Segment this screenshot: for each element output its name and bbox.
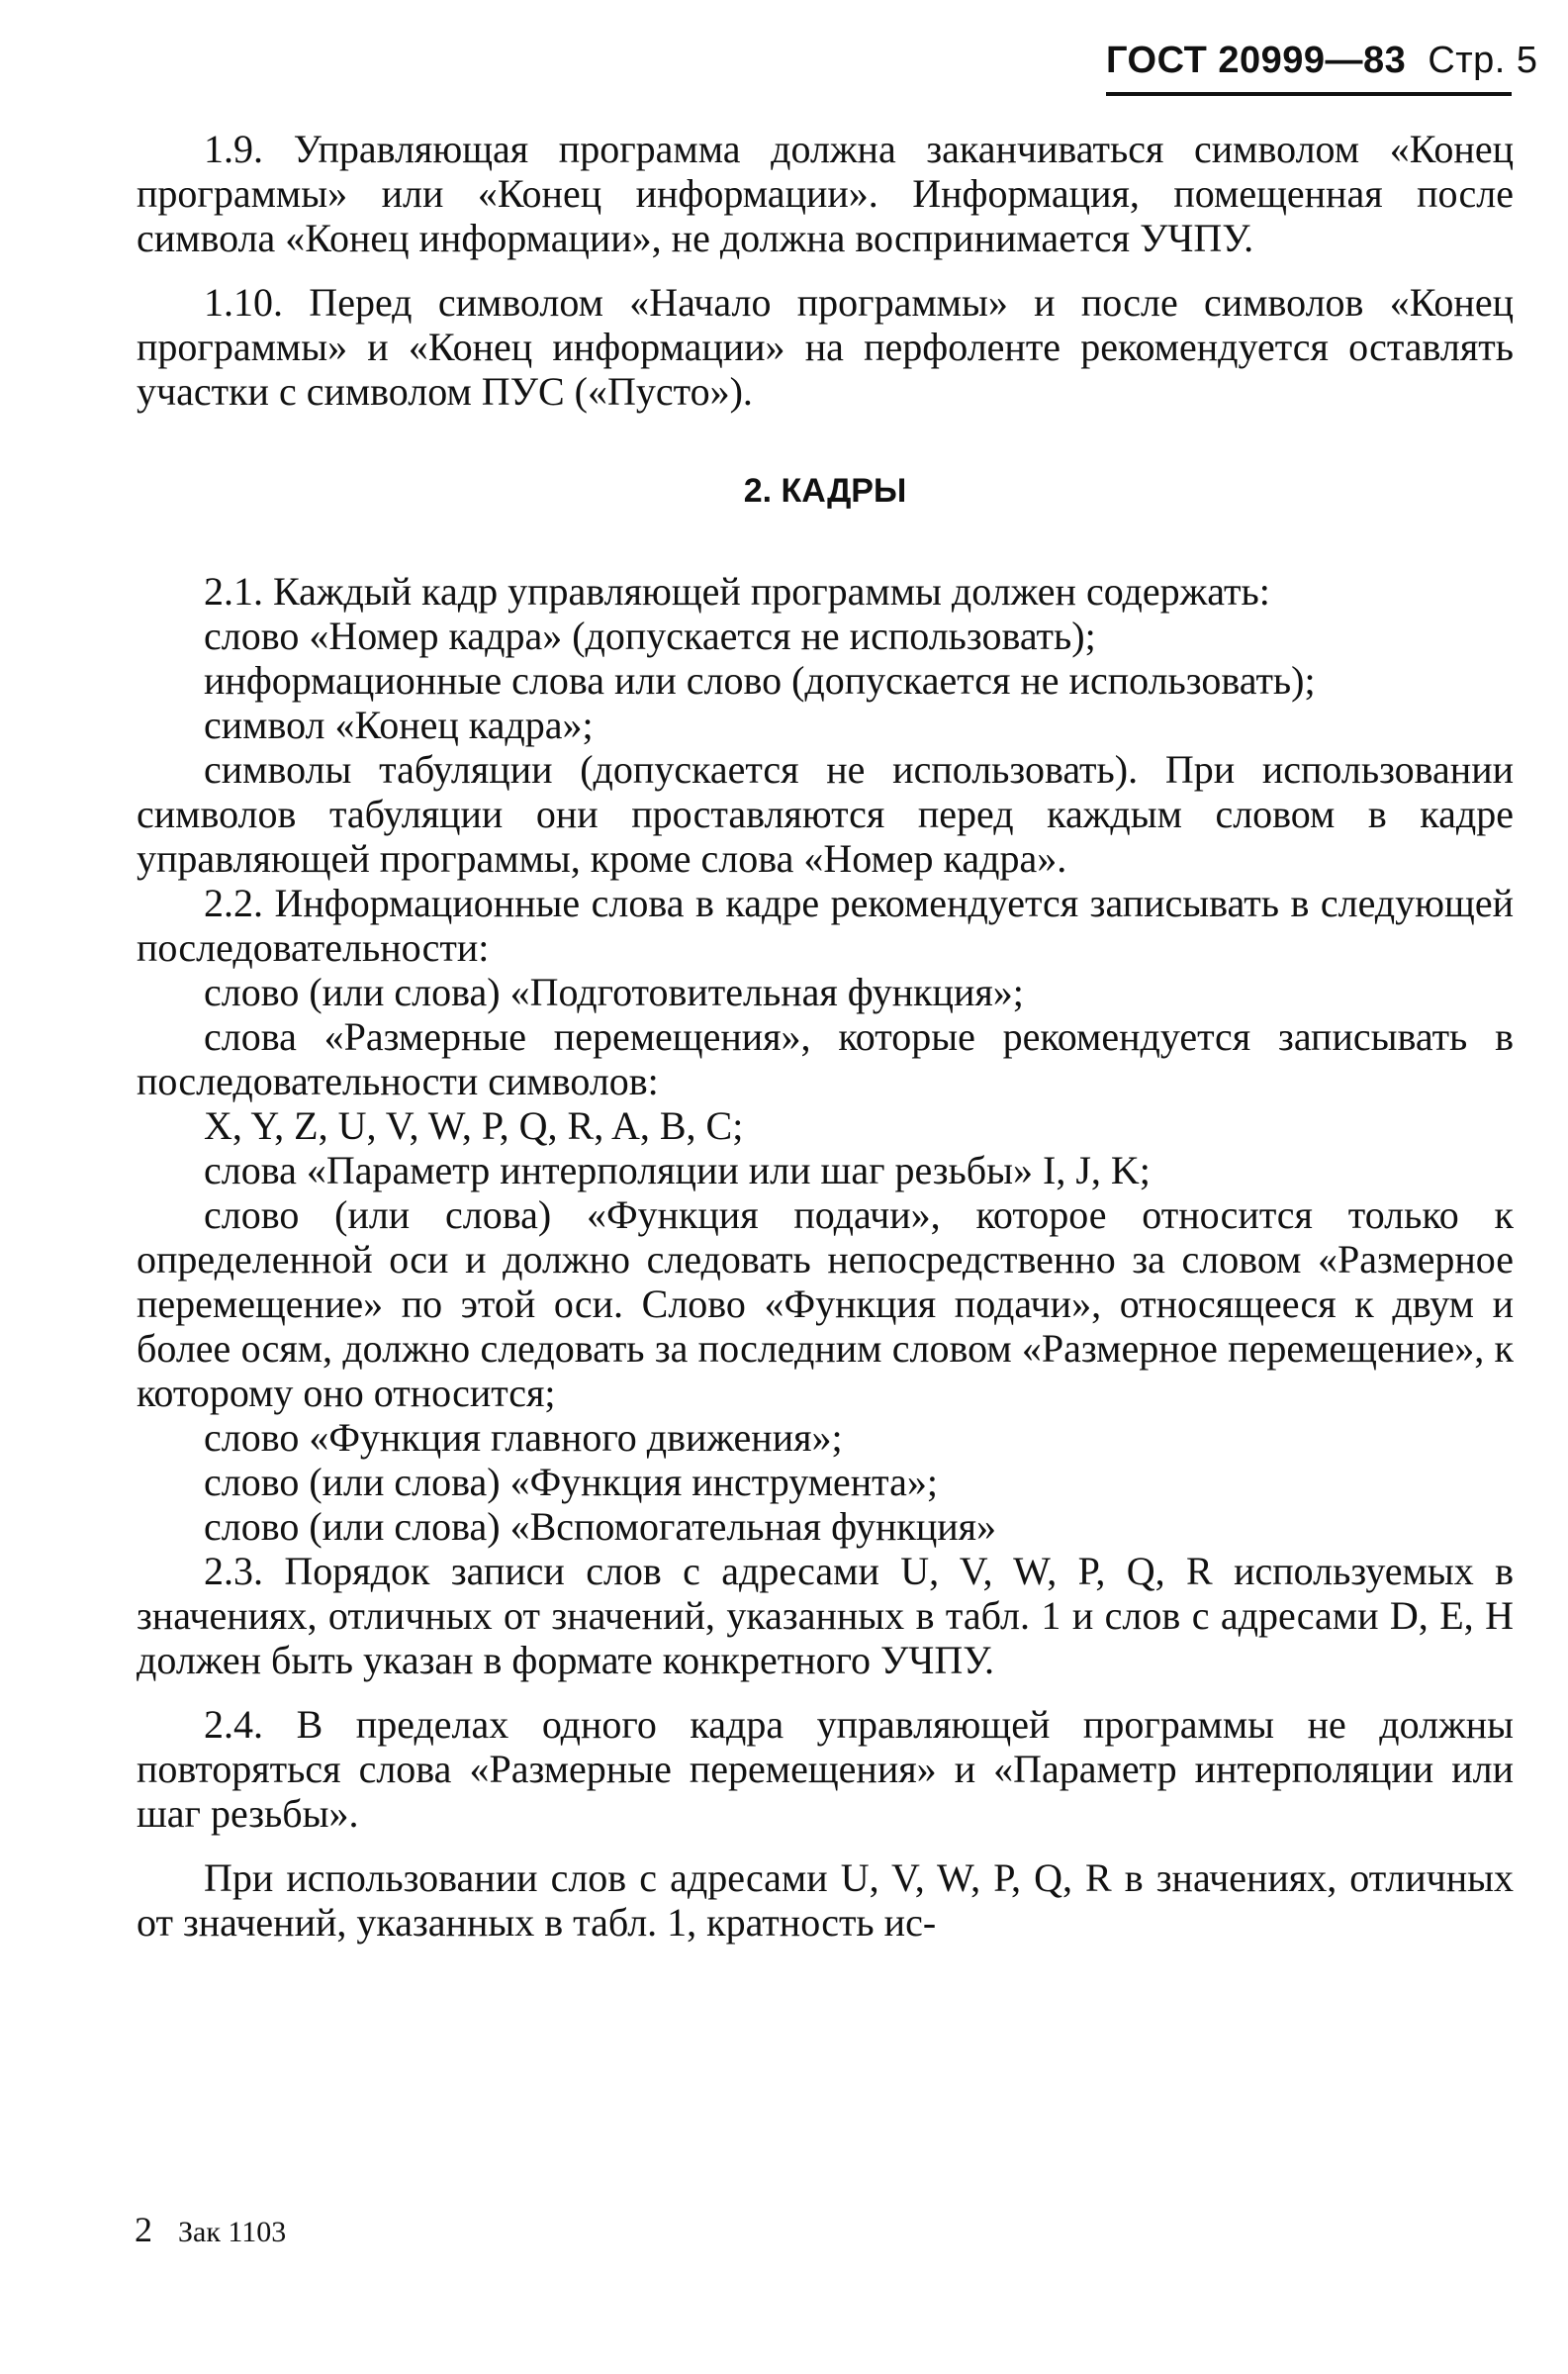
paragraph-2-3: 2.3. Порядок записи слов с адресами U, V, W, P, Q, R используемых в значениях, отличных от значений, указанных в табл. 1 и слов с адресами D, E, H должен быть указан в формате конкретного УЧПУ.	[137, 1549, 1514, 1682]
list-item: слово (или слова) «Функция подачи», которое относится только к определенной оси и должно следовать непосредственно за словом «Размерное перемещение» по этой оси. Слово «Функция подачи», относящееся к двум и более осям, должно следовать за последним словом «Размерное перемещение», к которому оно относится;	[137, 1192, 1514, 1415]
list-item: слово (или слова) «Подготовительная функция»;	[204, 970, 1024, 1014]
body-text	[137, 127, 1514, 1945]
paragraph-1-9: 1.9. Управляющая программа должна заканчиваться символом «Конец программы» или «Конец информации». Информация, помещенная после символа «Конец информации», не должна воспринимается УЧПУ.	[137, 127, 1514, 260]
list-item: слово (или слова) «Функция инструмента»;	[204, 1460, 939, 1504]
paragraph-2-2: 2.2. Информационные слова в кадре рекомендуется записывать в следующей последовательности:	[137, 881, 1514, 970]
list-item: символ «Конец кадра»;	[204, 703, 594, 747]
page-footer	[135, 2209, 286, 2250]
list-item: слово «Функция главного движения»;	[204, 1415, 843, 1460]
list-item: информационные слова или слово (допускается не использовать);	[204, 658, 1316, 703]
page-header	[1106, 40, 1538, 96]
page-number: Стр. 5	[1428, 40, 1538, 81]
list-item: X, Y, Z, U, V, W, P, Q, R, A, B, C;	[204, 1103, 744, 1148]
paragraph-2-4-continuation: При использовании слов с адресами U, V, W, P, Q, R в значениях, отличных от значений, указанных в табл. 1, кратность ис-	[137, 1855, 1514, 1945]
list-item: слово (или слова) «Вспомогательная функция»	[204, 1504, 997, 1549]
paragraph-2-4: 2.4. В пределах одного кадра управляющей программы не должны повторяться слова «Размерные перемещения» и «Параметр интерполяции или шаг резьбы».	[137, 1702, 1514, 1836]
section-heading: 2. КАДРЫ	[743, 472, 907, 510]
list-item: слова «Параметр интерполяции или шаг резьбы» I, J, K;	[204, 1148, 1151, 1192]
standard-number: ГОСТ 20999—83	[1106, 40, 1407, 81]
list-item: символы табуляции (допускается не использовать). При использовании символов табуляции они проставляются перед каждым словом в кадре управляющей программы, кроме слова «Номер кадра».	[137, 747, 1514, 881]
list-item: слово «Номер кадра» (допускается не использовать);	[204, 614, 1096, 658]
list-item: слова «Размерные перемещения», которые рекомендуется записывать в последовательности символов:	[137, 1014, 1514, 1103]
sheet-number: 2	[135, 2210, 152, 2249]
order-number: Зак 1103	[178, 2216, 287, 2248]
paragraph-1-10: 1.10. Перед символом «Начало программы» и после символов «Конец программы» и «Конец информации» на перфоленте рекомендуется оставлять участки с символом ПУС («Пусто»).	[137, 280, 1514, 414]
paragraph-2-1: 2.1. Каждый кадр управляющей программы должен содержать:	[204, 569, 1270, 614]
